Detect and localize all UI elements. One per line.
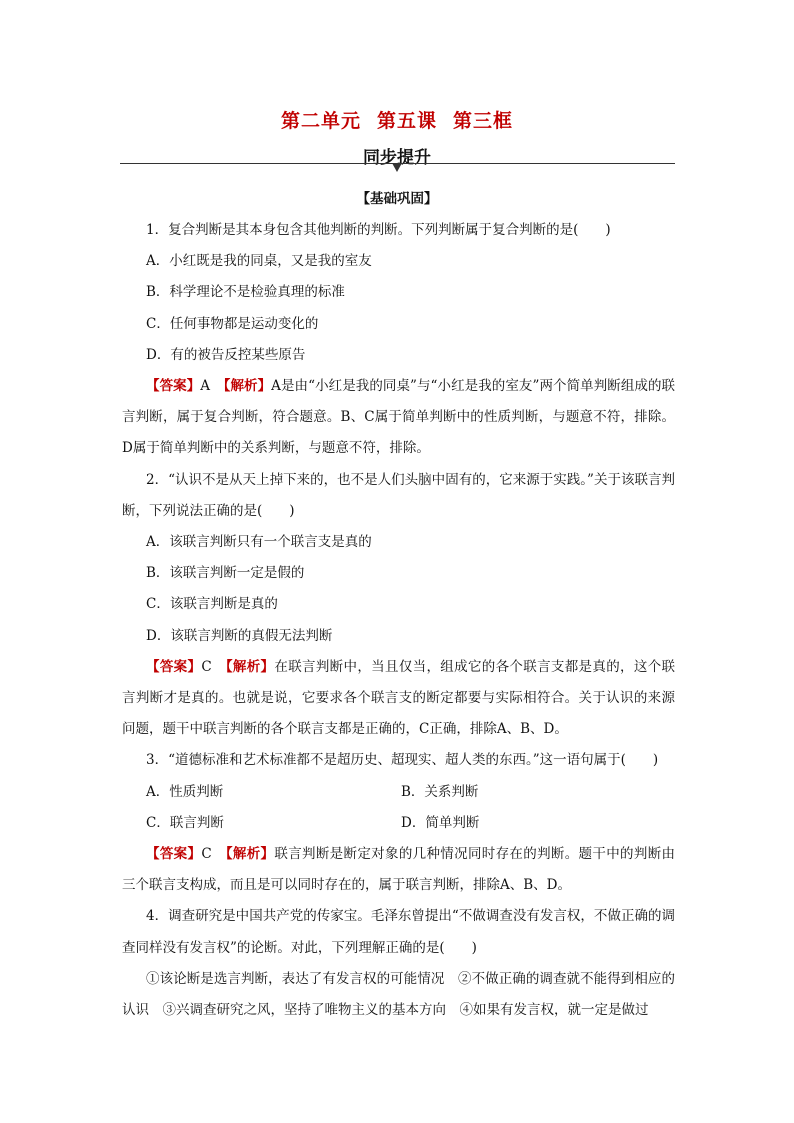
question-stem: 3．“道德标准和艺术标准都不是超历史、超现实、超人类的东西。”这一语句属于( ) bbox=[146, 752, 659, 769]
option-b: B．科学理论不是检验真理的标准 bbox=[146, 284, 345, 301]
option-b: B．该联言判断一定是假的 bbox=[146, 565, 305, 582]
title-lesson: 第五课 bbox=[376, 110, 437, 132]
option-b: B．关系判断 bbox=[401, 783, 479, 800]
triangle-down-icon bbox=[392, 163, 402, 172]
page-subtitle: 同步提升 bbox=[363, 148, 431, 168]
answer-label: 【答案】 bbox=[146, 378, 201, 395]
section-title: 【基础巩固】 bbox=[356, 191, 438, 207]
answer-analysis bbox=[122, 839, 675, 901]
title-frame: 第三框 bbox=[453, 110, 514, 132]
answer-analysis bbox=[122, 652, 675, 746]
option-d: D．简单判断 bbox=[401, 814, 480, 831]
answer-value: C bbox=[201, 846, 212, 863]
analysis-text: 联言判断是断定对象的几种情况同时存在的判断。题干中的判断由三个联言支构成，而且是可以同时存在的，属于联言判断，排除A、B、D。 bbox=[122, 846, 676, 894]
answer-label: 【答案】 bbox=[146, 658, 202, 675]
question-list bbox=[122, 215, 675, 1026]
option-a: A．该联言判断只有一个联言支是真的 bbox=[146, 534, 372, 551]
analysis-text: 在联言判断中，当且仅当，组成它的各个联言支都是真的，这个联言判断才是真的。也就是说，它要求各个联言支的断定都要与实际相符合。关于认识的来源问题，题干中联言判断的各个联言支都是正确的，C正确，排除A、B、D。 bbox=[122, 658, 676, 738]
option-a: A．性质判断 bbox=[146, 783, 224, 800]
answer-label: 【答案】 bbox=[146, 846, 202, 863]
analysis-label: 【解析】 bbox=[225, 658, 275, 675]
options-row bbox=[122, 777, 675, 808]
option-a: A．小红既是我的同桌，又是我的室友 bbox=[146, 253, 372, 270]
options-row bbox=[122, 808, 675, 839]
option-c: C．该联言判断是真的 bbox=[146, 596, 278, 613]
analysis-label: 【解析】 bbox=[223, 378, 272, 395]
option-d: D．该联言判断的真假无法判断 bbox=[146, 627, 333, 644]
title-unit: 第二单元 bbox=[280, 110, 361, 132]
question-items: ①该论断是选言判断，表达了有发言权的可能情况 ②不做正确的调查就不能得到相应的认识 ③兴调查研究之风，坚持了唯物主义的基本方向 ④如果有发言权，就一定是做过 bbox=[122, 970, 675, 1019]
answer-value: A bbox=[200, 378, 211, 395]
answer-analysis bbox=[122, 371, 675, 465]
option-c: C．联言判断 bbox=[146, 814, 224, 831]
answer-value: C bbox=[201, 658, 212, 675]
question-stem: 2．“认识不是从天上掉下来的，也不是人们头脑中固有的，它来源于实践。”关于该联言判断，下列说法正确的是( ) bbox=[122, 471, 675, 519]
question-stem: 1．复合判断是其本身包含其他判断的判断。下列判断属于复合判断的是( ) bbox=[146, 222, 611, 238]
question-stem: 4．调查研究是中国共产党的传家宝。毛泽东曾提出“不做调查没有发言权，不做正确的调查同样没有发言权”的论断。对此，下列理解正确的是( ) bbox=[122, 908, 675, 956]
analysis-text: A是由“小红是我的同桌”与“小红是我的室友”两个简单判断组成的联言判断，属于复合判断，符合题意。B、C属于简单判断中的性质判断，与题意不符，排除。D属于简单判断中的关系判断，与题意不符，排除。 bbox=[122, 378, 676, 457]
option-d: D．有的被告反控某些原告 bbox=[146, 346, 306, 363]
page-title bbox=[0, 106, 794, 133]
analysis-label: 【解析】 bbox=[225, 846, 275, 863]
option-c: C．任何事物都是运动变化的 bbox=[146, 315, 319, 332]
